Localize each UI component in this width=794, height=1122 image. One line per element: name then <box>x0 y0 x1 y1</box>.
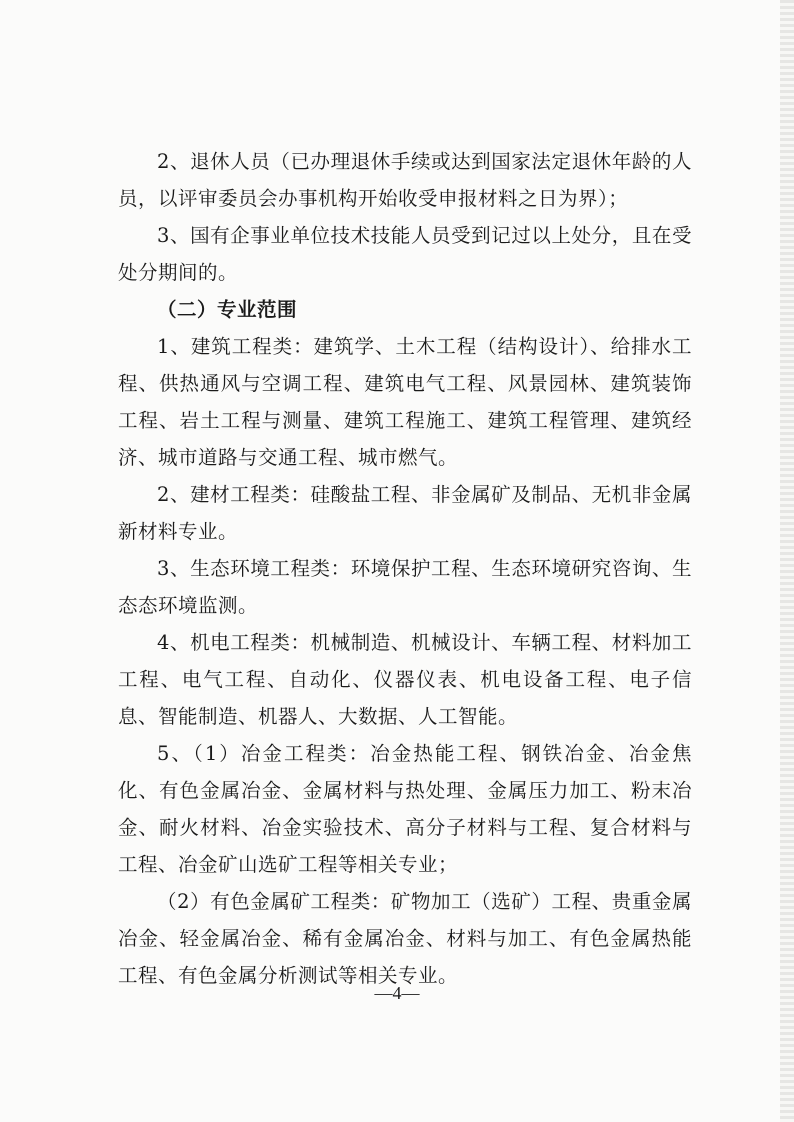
paragraph-ecological-environment: 3、生态环境工程类：环境保护工程、生态环境研究咨询、生态态环境监测。 <box>118 557 692 617</box>
paragraph-nonferrous-mining: （2）有色金属矿工程类：矿物加工（选矿）工程、贵重金属冶金、轻金属冶金、稀有金属冶金、材料与加工、有色金属热能工程、有色金属分析测试等相关专业。 <box>118 890 692 987</box>
paragraph-construction-engineering: 1、建筑工程类：建筑学、土木工程（结构设计）、给排水工程、供热通风与空调工程、建筑电气工程、风景园林、建筑装饰工程、岩土工程与测量、建筑工程施工、建筑工程管理、建筑经济、城市道路与交通工程、城市燃气。 <box>118 335 692 469</box>
paragraph-building-materials: 2、建材工程类：硅酸盐工程、非金属矿及制品、无机非金属新材料专业。 <box>118 483 692 543</box>
paragraph-electromechanical: 4、机电工程类：机械制造、机械设计、车辆工程、材料加工工程、电气工程、自动化、仪器仪表、机电设备工程、电子信息、智能制造、机器人、大数据、人工智能。 <box>118 631 692 728</box>
paragraph-metallurgy: 5、（1）冶金工程类：冶金热能工程、钢铁冶金、冶金焦化、有色金属冶金、金属材料与热处理、金属压力加工、粉末冶金、耐火材料、冶金实验技术、高分子材料与工程、复合材料与工程、冶金矿山选矿工程等相关专业； <box>118 742 692 876</box>
page-number: —4— <box>374 983 420 1003</box>
section-heading-specialty-scope: （二）专业范围 <box>157 298 298 321</box>
document-body <box>118 143 692 994</box>
page-binding-edge <box>780 0 794 1122</box>
paragraph-retired-personnel: 2、退休人员（已办理退休手续或达到国家法定退休年龄的人员，以评审委员会办事机构开始收受申报材料之日为界）； <box>118 150 692 210</box>
paragraph-disciplined-personnel: 3、国有企事业单位技术技能人员受到记过以上处分，且在受处分期间的。 <box>118 224 692 284</box>
